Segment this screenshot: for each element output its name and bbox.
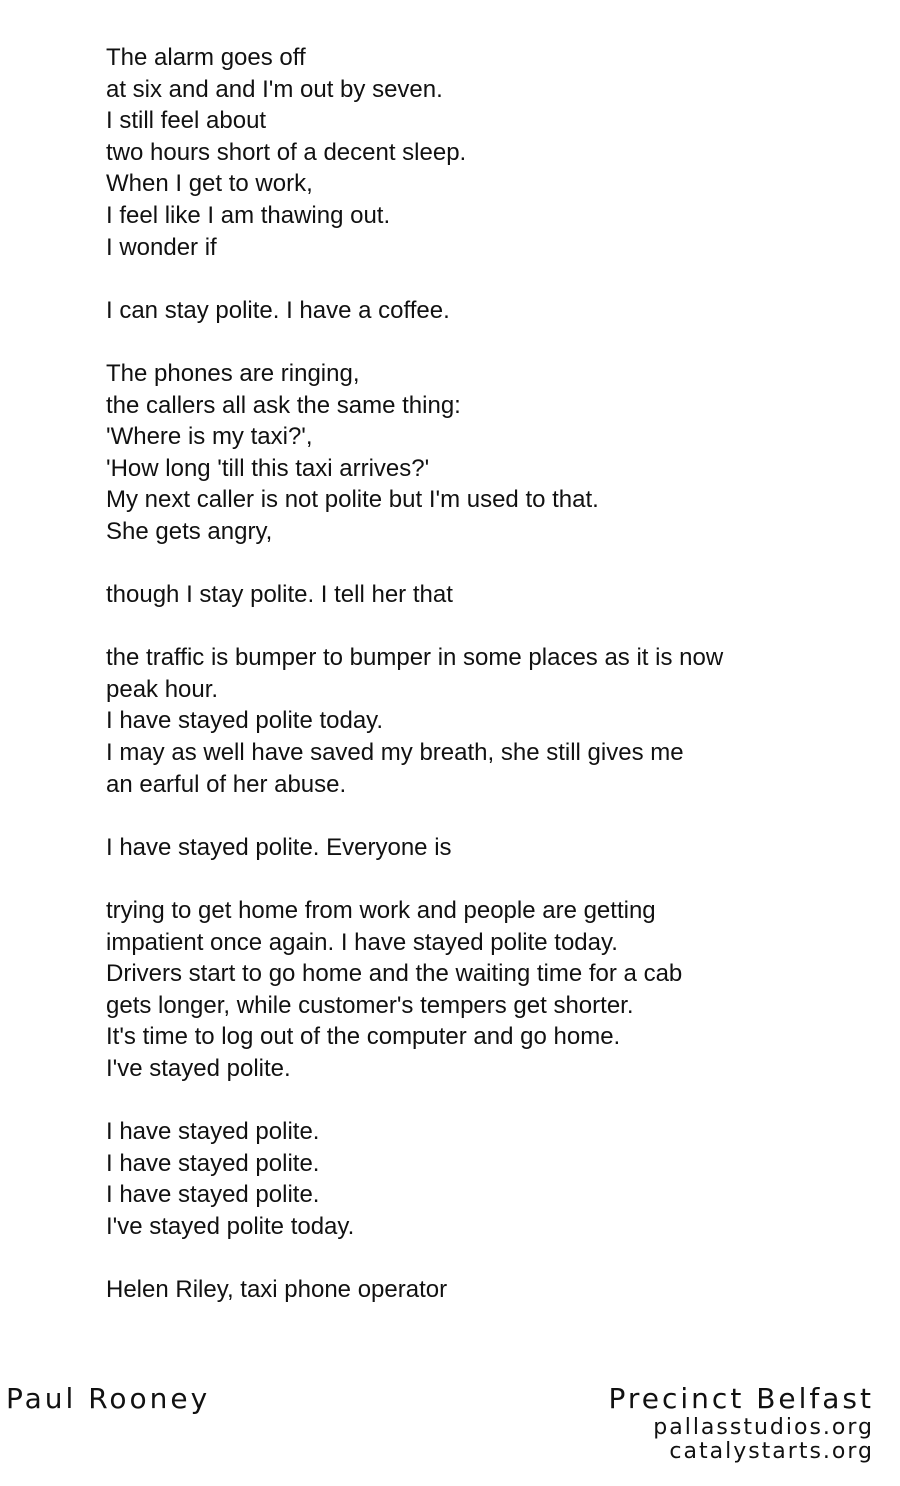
poem-line: When I get to work, [106, 170, 313, 198]
poem-line: peak hour. [106, 675, 219, 703]
artist-name: Paul Rooney [6, 1382, 211, 1415]
website-link: catalystarts.org [669, 1439, 874, 1464]
poem-line: I have stayed polite. [106, 1181, 320, 1209]
poem-line: two hours short of a decent sleep. [106, 138, 467, 166]
stanza-6 [106, 832, 866, 864]
stanza-attribution [106, 1274, 866, 1306]
poem-line: impatient once again. I have stayed polite today. [106, 928, 618, 956]
poem-line: I have stayed polite today. [106, 707, 384, 735]
stanza-7 [106, 895, 866, 1085]
poem-line: The phones are ringing, [106, 359, 360, 387]
venue-block [608, 1382, 874, 1464]
stanza-1 [106, 42, 866, 263]
poem-line: I've stayed polite today. [106, 1212, 355, 1240]
poem-line: at six and and I'm out by seven. [106, 75, 443, 103]
poem-line: though I stay polite. I tell her that [106, 581, 453, 609]
poem-line: I have stayed polite. [106, 1149, 320, 1177]
poem-line: My next caller is not polite but I'm used to that. [106, 486, 599, 514]
poem-line: She gets angry, [106, 517, 273, 545]
poem-line: trying to get home from work and people are getting [106, 897, 656, 925]
poem-text [106, 42, 866, 1337]
stanza-8 [106, 1116, 866, 1242]
poem-line: I may as well have saved my breath, she still gives me [106, 739, 684, 767]
poem-line: It's time to log out of the computer and go home. [106, 1023, 621, 1051]
poem-line: gets longer, while customer's tempers get shorter. [106, 991, 634, 1019]
poem-line: the traffic is bumper to bumper in some places as it is now [106, 644, 724, 672]
stanza-5 [106, 642, 866, 800]
poem-line: I've stayed polite. [106, 1055, 291, 1082]
poem-line: an earful of her abuse. [106, 770, 347, 798]
poem-line: the callers all ask the same thing: [106, 391, 461, 419]
poem-line: The alarm goes off [106, 44, 306, 71]
website-link: pallasstudios.org [653, 1415, 874, 1440]
stanza-4 [106, 579, 866, 611]
poem-line: 'Where is my taxi?', [106, 423, 313, 451]
poem-line: I feel like I am thawing out. [106, 201, 391, 229]
poem-line: I have stayed polite. Everyone is [106, 833, 452, 861]
poem-line: I can stay polite. I have a coffee. [106, 296, 450, 324]
poem-attribution: Helen Riley, taxi phone operator [106, 1276, 448, 1304]
poem-line: 'How long 'till this taxi arrives?' [106, 454, 430, 482]
poem-line: I still feel about [106, 107, 267, 135]
venue-name: Precinct Belfast [608, 1382, 874, 1415]
poem-line: Drivers start to go home and the waiting time for a cab [106, 960, 683, 988]
poem-line: I wonder if [106, 233, 217, 261]
poem-line: I have stayed polite. [106, 1118, 320, 1146]
stanza-3 [106, 358, 866, 548]
stanza-2 [106, 295, 866, 327]
